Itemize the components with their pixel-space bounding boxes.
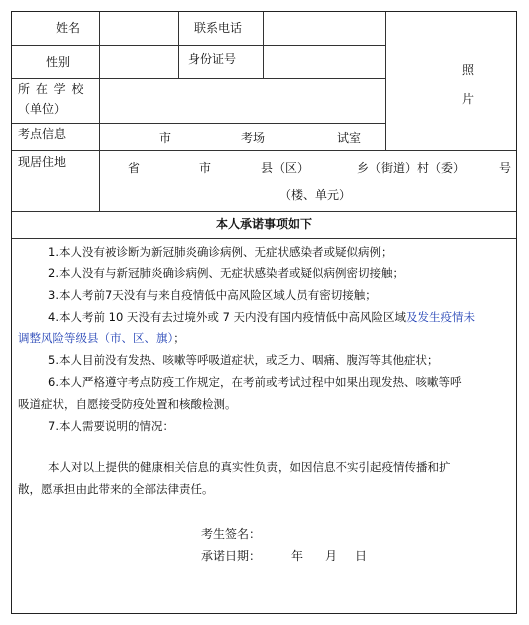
commitment-item-7: 7.本人需要说明的情况： bbox=[48, 419, 174, 433]
residence-province-label: 省 bbox=[128, 161, 141, 175]
row-divider bbox=[12, 238, 516, 239]
residence-number-label: 号 bbox=[499, 161, 512, 175]
exam-room-label: 试室 bbox=[337, 131, 362, 145]
col-divider bbox=[178, 12, 179, 78]
residence-label: 现居住地 bbox=[18, 155, 67, 169]
exam-site-label: 考场 bbox=[241, 131, 266, 145]
phone-label: 联系电话 bbox=[194, 21, 243, 35]
signature-field[interactable] bbox=[262, 522, 462, 544]
gender-label: 性别 bbox=[46, 55, 71, 69]
date-label: 承诺日期： bbox=[201, 549, 262, 563]
statement-line1: 本人对以上提供的健康相关信息的真实性负责，如因信息不实引起疫情传播和扩 bbox=[48, 460, 451, 474]
id-field[interactable] bbox=[264, 46, 384, 78]
health-commitment-form bbox=[11, 11, 517, 614]
exam-city-label: 市 bbox=[159, 131, 172, 145]
residence-town-label: 乡（街道）村（委） bbox=[357, 161, 466, 175]
commitment-item-1: 1.本人没有被诊断为新冠肺炎确诊病例、无症状感染者或疑似病例； bbox=[48, 245, 393, 259]
row-divider bbox=[12, 150, 516, 151]
school-field[interactable] bbox=[100, 79, 384, 123]
school-label-line1: 所 在 学 校 bbox=[18, 82, 85, 96]
photo-label-line1: 照 bbox=[462, 63, 475, 77]
name-field[interactable] bbox=[100, 12, 178, 45]
residence-building-label: （楼、单元） bbox=[279, 188, 352, 202]
photo-box[interactable] bbox=[385, 12, 517, 150]
row-divider bbox=[12, 123, 385, 124]
commitment-item-5: 5.本人目前没有发热、咳嗽等呼吸道症状，或乏力、咽痛、腹泻等其他症状； bbox=[48, 353, 439, 367]
commitment-heading: 本人承诺事项如下 bbox=[215, 217, 312, 231]
photo-label-line2: 片 bbox=[462, 92, 475, 106]
commitment-item-3: 3.本人考前7天没有与来自疫情低中高风险区域人员有密切接触； bbox=[48, 288, 377, 302]
commitment-item-4: 4.本人考前 10 天没有去过境外或 7 天内没有国内疫情低中高风险区域及发生疫情未 bbox=[48, 310, 476, 324]
commitment-item-2: 2.本人没有与新冠肺炎确诊病例、无症状感染者或疑似病例密切接触； bbox=[48, 266, 404, 280]
signature-label: 考生签名： bbox=[201, 527, 262, 541]
exam-label: 考点信息 bbox=[18, 127, 67, 141]
phone-field[interactable] bbox=[264, 12, 384, 45]
year-label: 年 bbox=[291, 549, 304, 563]
commitment-item-6-cont: 吸道症状，自愿接受防疫处置和核酸检测。 bbox=[18, 397, 237, 411]
residence-city-label: 市 bbox=[199, 161, 212, 175]
residence-county-label: 县（区） bbox=[261, 161, 310, 175]
day-label: 日 bbox=[355, 549, 368, 563]
commitment-item-4-cont: 调整风险等级县（市、区、旗）； bbox=[18, 331, 185, 345]
name-label: 姓名 bbox=[56, 21, 81, 35]
month-label: 月 bbox=[325, 549, 338, 563]
statement-line2: 散，愿承担由此带来的全部法律责任。 bbox=[18, 482, 214, 496]
row-divider bbox=[12, 211, 516, 212]
gender-field[interactable] bbox=[100, 46, 178, 78]
id-label: 身份证号 bbox=[188, 52, 237, 66]
commitment-item-6: 6.本人严格遵守考点防疫工作规定，在考前或考试过程中如果出现发热、咳嗽等呼 bbox=[48, 375, 462, 389]
school-label-line2: （单位） bbox=[18, 102, 67, 116]
name-cell bbox=[12, 12, 99, 45]
